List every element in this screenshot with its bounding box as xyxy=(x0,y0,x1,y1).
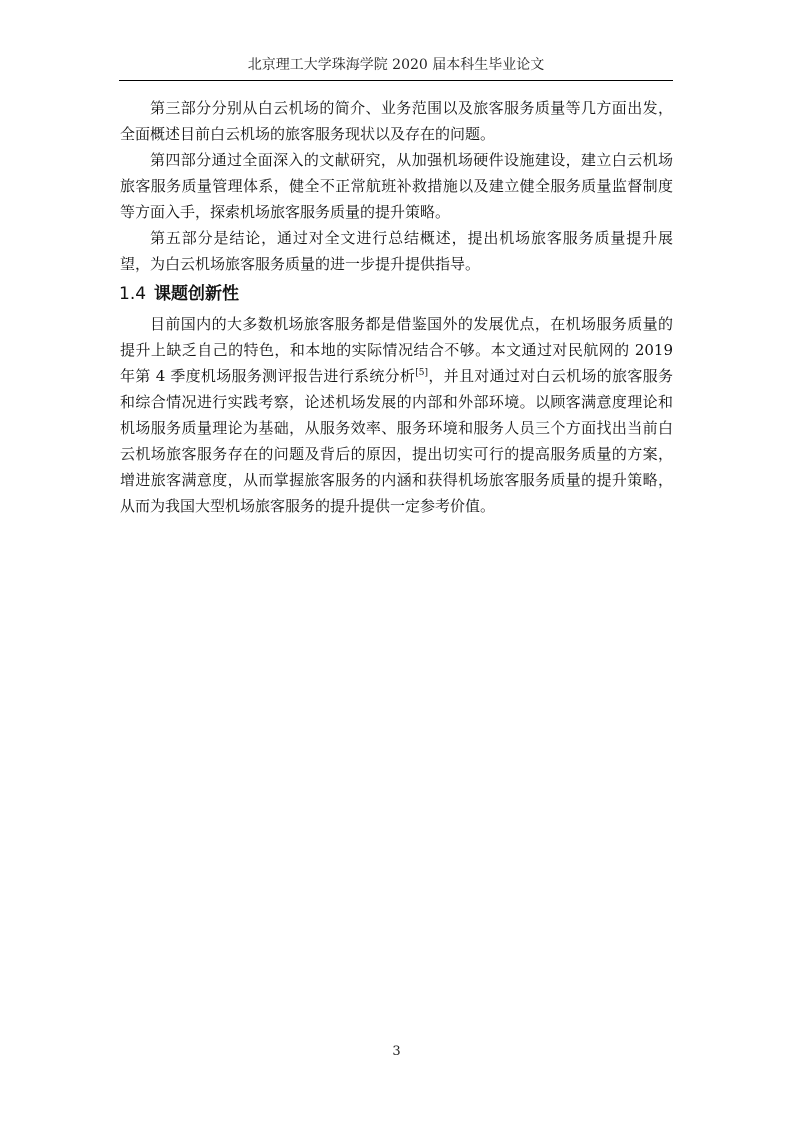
section-heading xyxy=(119,281,673,307)
section-title: 课题创新性 xyxy=(154,284,240,304)
paragraph-part-five: 第五部分是结论，通过对全文进行总结概述，提出机场旅客服务质量提升展望，为白云机场旅客服务质量的进一步提升提供指导。 xyxy=(120,229,673,273)
paragraph-part-four: 第四部分通过全面深入的文献研究，从加强机场硬件设施建设，建立白云机场旅客服务质量管理体系，健全不正常航班补救措施以及建立健全服务质量监督制度等方面入手，探索机场旅客服务质量的提升策略。 xyxy=(120,151,673,221)
paragraph-part-three: 第三部分分别从白云机场的简介、业务范围以及旅客服务质量等几方面出发，全面概述目前白云机场的旅客服务现状以及存在的问题。 xyxy=(120,99,673,143)
innovation-text-part2: ，并且对通过对白云机场的旅客服务和综合情况进行实践考察，论述机场发展的内部和外部环境。以顾客满意度理论和机场服务质量理论为基础，从服务效率、服务环境和服务人员三个方面找出当前白云机场旅客服务存在的问题及背后的原因，提出切实可行的提高服务质量的方案，增进旅客满意度，从而掌握旅客服务的内涵和获得机场旅客服务质量的提升策略，从而为我国大型机场旅客服务的提升提供一定参考价值。 xyxy=(120,367,673,515)
page-number: 3 xyxy=(392,1044,401,1059)
citation-reference: [5] xyxy=(415,368,429,378)
paragraph-innovation xyxy=(120,311,673,519)
header-divider xyxy=(119,80,673,81)
document-body xyxy=(120,95,673,519)
innovation-text-part1: 目前国内的大多数机场旅客服务都是借鉴国外的发展优点，在机场服务质量的提升上缺乏自己的特色，和本地的实际情况结合不够。本文通过对民航网的 2019 年第 4 季度机场服务测评报告进行系统分析 xyxy=(120,315,673,385)
section-number: 1.4 xyxy=(119,284,147,304)
running-header: 北京理工大学珠海学院 2020 届本科生毕业论文 xyxy=(247,57,545,73)
